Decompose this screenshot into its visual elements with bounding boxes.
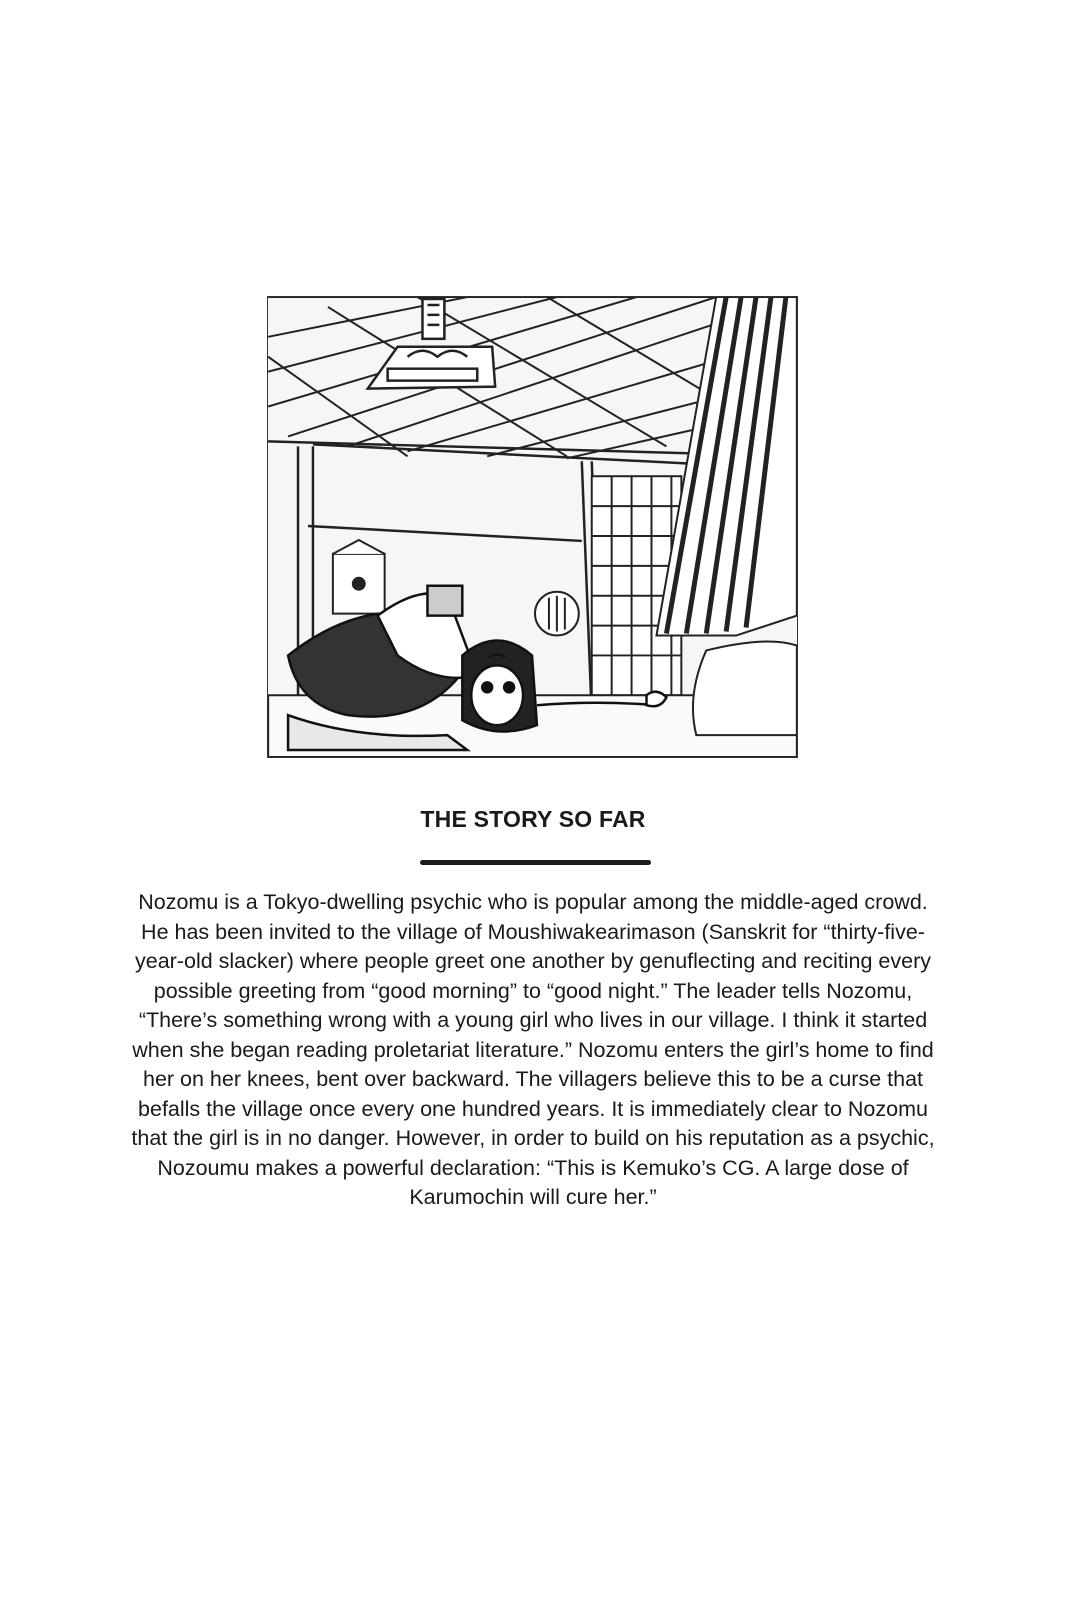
story-summary [60,888,1006,1213]
summary-line: Nozomu is a Tokyo-dwelling psychic who is popular among the middle-aged crowd. [138,890,928,914]
summary-line: He has been invited to the village of Moushiwakearimason (Sanskrit for “thirty-five- [141,919,925,944]
summary-line: when she began reading proletariat literature.” Nozomu enters the girl’s home to find [132,1037,934,1062]
floor-cushion [693,642,797,736]
summary-line: that the girl is in no danger. However, in order to build on his reputation as a psychic, [131,1126,935,1150]
summary-line: befalls the village once every one hundred years. It is immediately clear to Nozomu [138,1096,928,1121]
hanging-scroll [333,540,385,614]
manga-panel-drawing [268,297,797,757]
summary-line: Nozoumu makes a powerful declaration: “This is Kemuko’s CG. A large dose of [157,1155,909,1180]
section-title: THE STORY SO FAR [420,806,646,832]
manga-illustration [267,296,798,758]
summary-line: “There’s something wrong with a young girl who lives in our village. I think it started [138,1008,928,1032]
summary-line: year-old slacker) where people greet one another by genuflecting and reciting every [135,949,931,973]
summary-line: her on her knees, bent over backward. The villagers believe this to be a curse that [142,1067,923,1091]
summary-line: Karumochin will cure her.” [409,1185,657,1209]
summary-line: possible greeting from “good morning” to “good night.” The leader tells Nozomu, [153,978,913,1003]
title-underline [420,860,651,865]
